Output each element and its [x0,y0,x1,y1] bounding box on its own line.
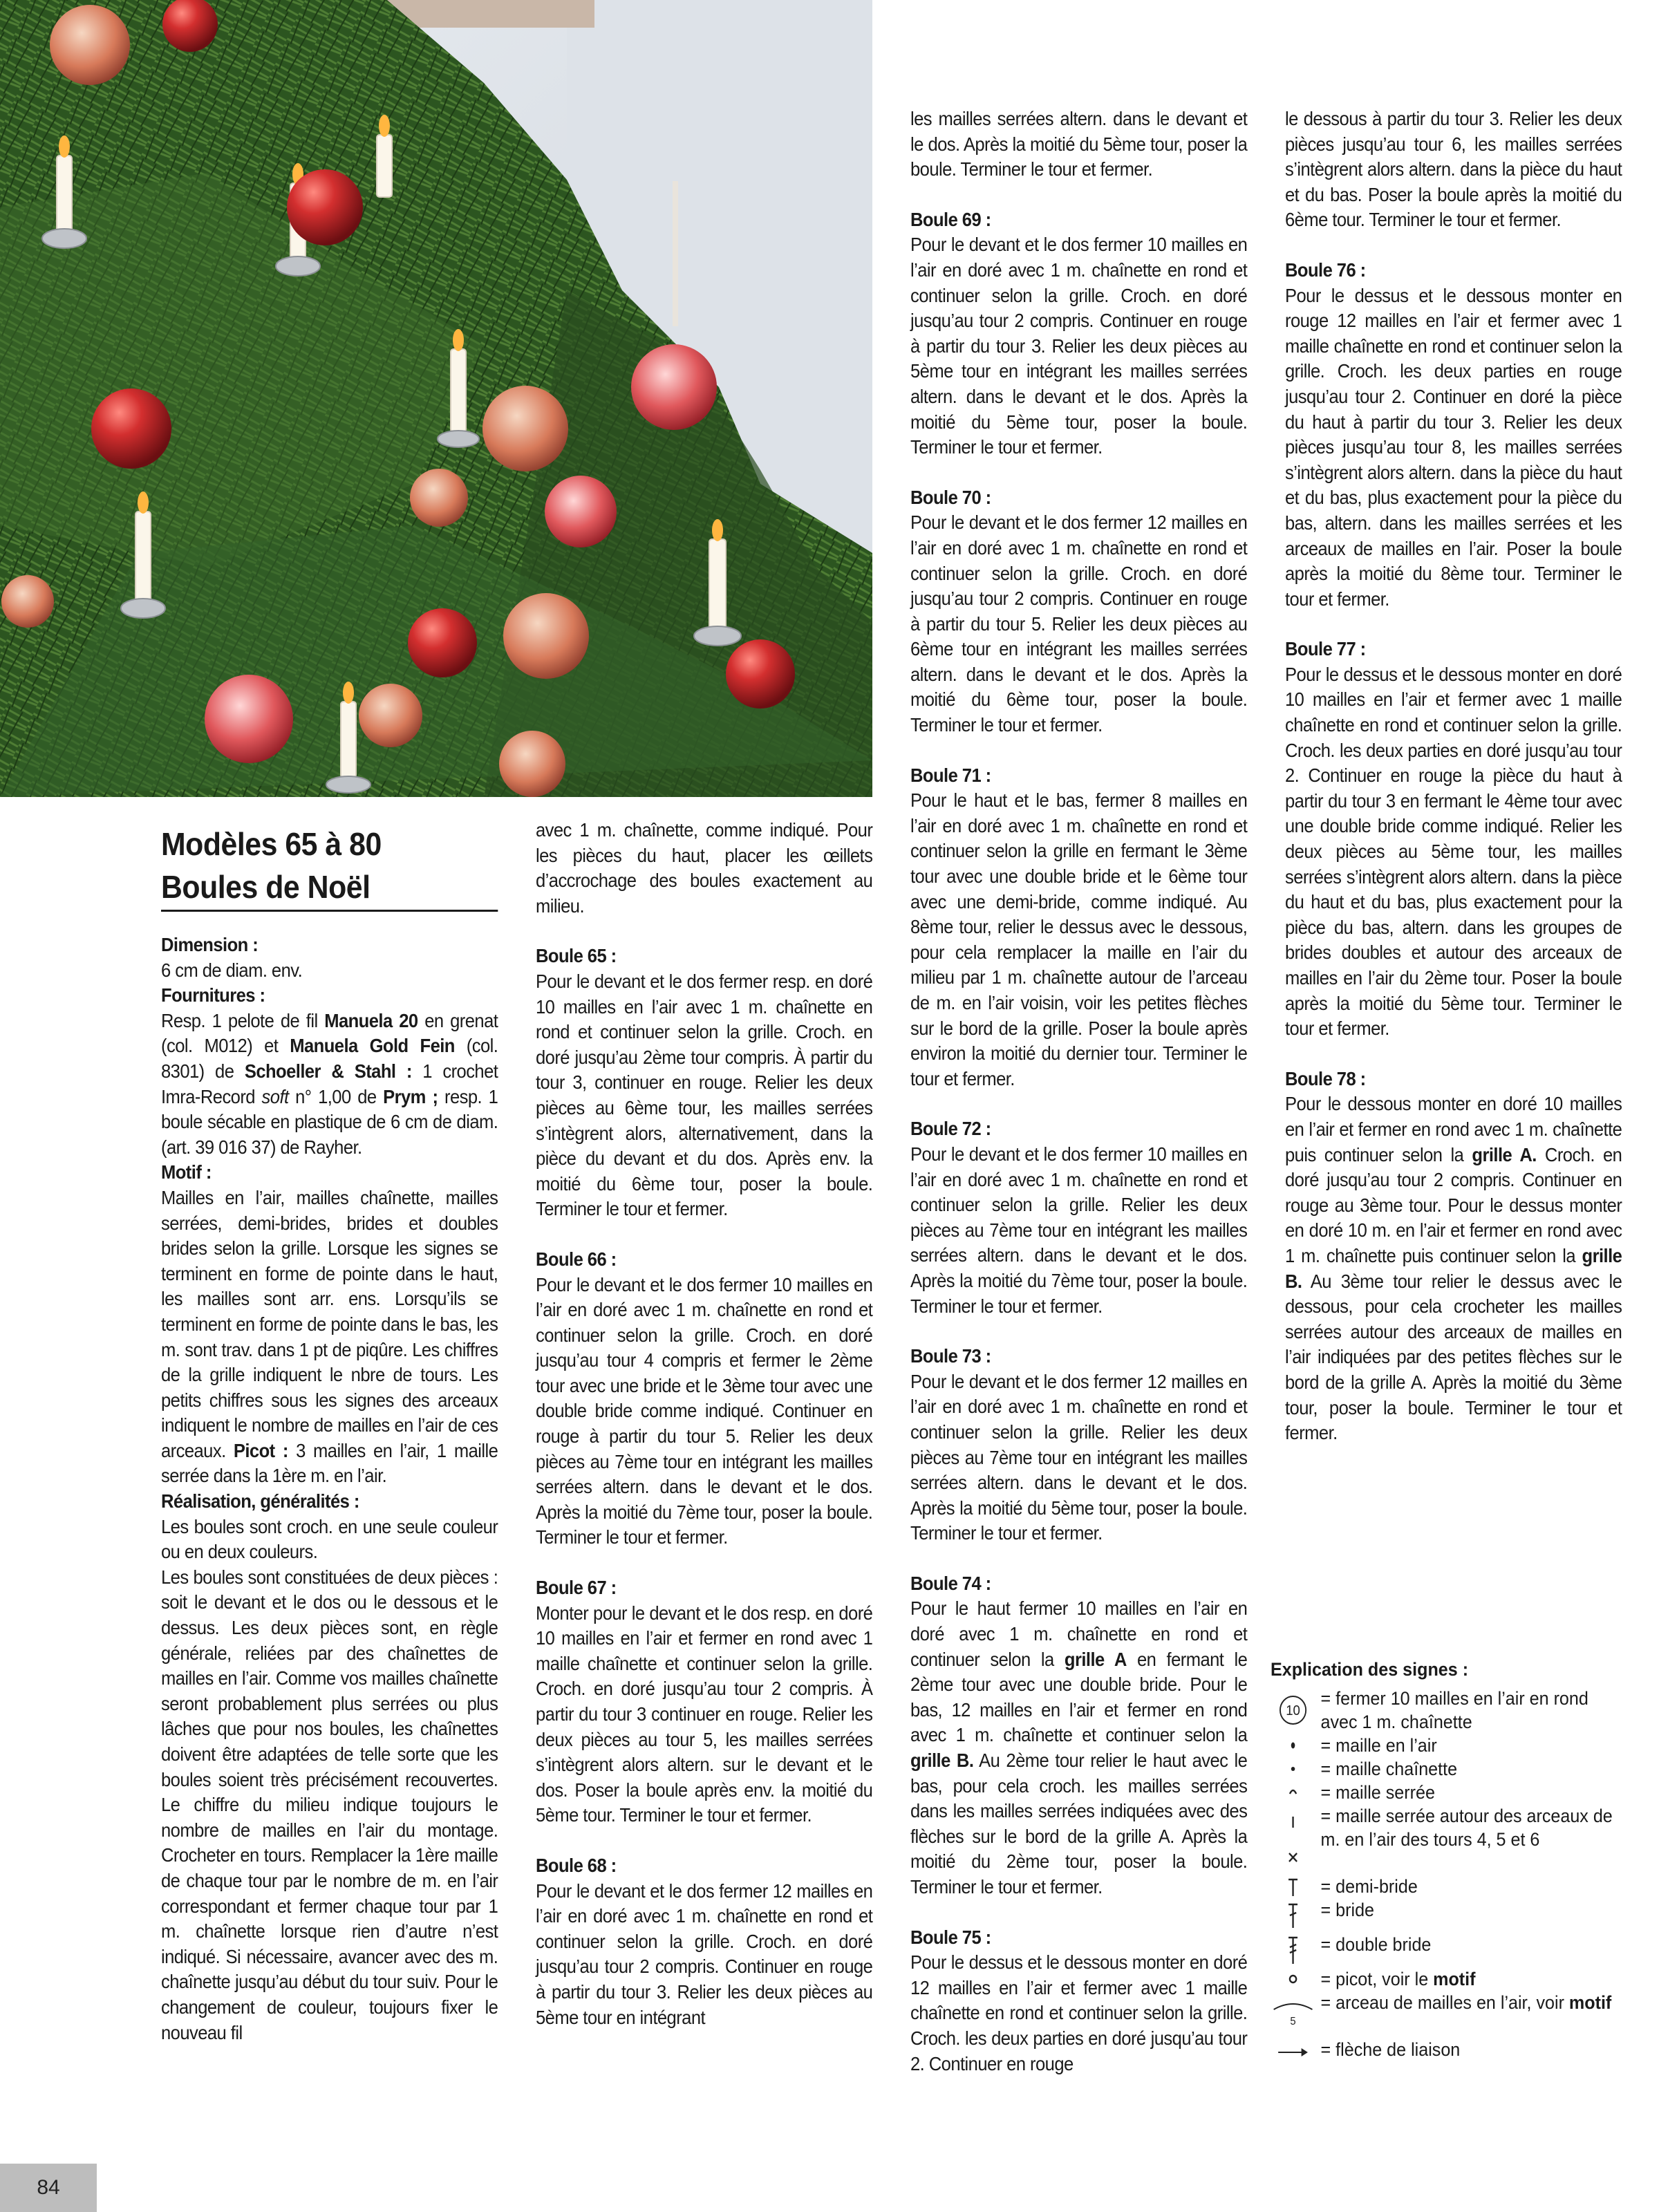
boule-78-grille-b: grille B. [1285,1244,1622,1292]
boule-68-heading: Boule 68 : [536,1854,617,1876]
boule-77-heading: Boule 77 : [1285,638,1366,660]
boule-77-text: Pour le dessus et le dessous monter en doré 10 mailles en l’air et fermer avec 1 maille chaînette en rond et continuer selon la grille. Croch. les deux parties en doré jusqu’au tour 2. Continuer en rouge la pièce du haut à partir du tour 3 en fermant le 4ème tour avec une double bride comme indiqué. Relier les deux pièces au 5ème tour, les mailles serrées s’intègrent alors altern. dans la pièce du haut et du bas, plus exactement pour la pièce du bas, altern. dans les groupes de brides doubles et autour des arceaux de mailles en l’air du 2ème tour. Poser la boule après la moitié du 5ème tour. Terminer le tour et fermer. [1285,663,1622,1040]
column-1 [161,823,498,2045]
realisation-text-1: Les boules sont croch. en une seule couleur ou en deux couleurs. [161,1515,498,1563]
fournitures-text-6: resp. 1 boule sécable en plastique de 6 cm de diam. (art. 39 016 37) de Rayher. [161,1085,498,1158]
boule-69-text: Pour le devant et le dos fermer 10 mailles en l’air en doré avec 1 m. chaînette en rond et continuer selon la grille. Croch. en doré jusqu’au tour 2 compris. Continuer en rouge à partir du tour 3. Relier les deux pièces au 5ème tour en intégrant les mailles serrées altern. dans le devant et le dos. Après la moitié du 5ème tour, poser la boule. Terminer le tour et fermer. [910,234,1248,458]
fournitures-text-2: en grenat (col. M012) et [161,1009,498,1057]
legend-row-picot [1271,1967,1618,1991]
legend-row-double [1271,1898,1618,1933]
boule-78-heading: Boule 78 : [1285,1067,1366,1089]
link-arrow-icon [1271,2038,1315,2061]
page-title [161,823,498,912]
boule-67-text: Monter pour le devant et le dos resp. en doré 10 mailles en l’air et fermer en rond avec 1 maille chaînette et continuer selon la grille. Croch. en doré jusqu’au tour 2 compris. À partir du tour 3 continuer en rouge. Relier les deux pièces au tour 5, les mailles serrées s’intègrent alors altern. sur le devant et le dos. Poser la boule après env. la moitié du 5ème tour. Terminer le tour et fermer. [536,1602,873,1826]
boule-74-heading: Boule 74 : [910,1572,991,1594]
realisation-text-2: Les boules sont constituées de deux pièces : soit le devant et le dos ou le dessous et le dessus. Les deux pièces sont, en règle générale, reliées par des chaînettes de mailles en l’air. Comme vos mailles chaînette seront probablement plus serrées ou plus lâches que pour nos boules, les chaînettes doivent être adaptées de telle sorte que les boules soient très précisément recouvertes. Le chiffre du milieu indique toujours le nombre de mailles en l’air du montage. Crocheter en tours. Remplacer la 1ère maille de chaque tour par le nombre de m. en l’air correspondant et fermer chaque tour par 1 m. chaînette lorsque rien d’autre n’est indiqué. Si nécessaire, avancer avec des m. chaînette jusqu’au début du tour suiv. Pour le changement de couleur, toujours fixer le nouveau fil [161,1566,498,2043]
column-3 [910,106,1247,2077]
legend-text-double: = bride [1320,1900,1375,1920]
boule-78-text [1285,1091,1622,1445]
chain-arc-icon [1271,1991,1315,2038]
motif-text [161,1185,498,1489]
legend-text-single: = maille serrée [1320,1782,1435,1803]
legend-row-ring [1271,1687,1618,1734]
legend-text-treble: = double bride [1320,1934,1432,1955]
motif-text-1: Mailles en l’air, mailles chaînette, mailles serrées, demi-brides, brides et doubles brides selon la grille. Lorsque les signes se terminent en forme de pointe dans le haut, les mailles sont arr. ens. Lorsqu’ils se terminent en forme de pointe dans le bas, les m. sont trav. dans 1 pt de piqûre. Les chiffres de la grille indiquent le nbre de tours. Les petits chiffres sous les signes des arceaux indiquent le nombre de mailles en l’air de ces arceaux. [161,1186,498,1461]
fournitures-text-1: Resp. 1 pelote de fil [161,1009,325,1031]
boule-66-text: Pour le devant et le dos fermer 10 mailles en l’air en doré avec 1 m. chaînette en rond et continuer selon la grille. Croch. en doré jusqu’au tour 4 compris et fermer le 2ème tour avec une bride et le 3ème tour avec une double bride comme indiqué. Continuer en rouge à partir du tour 5. Relier les deux pièces au 7ème tour en intégrant les mailles serrées altern. dans le devant et le dos. Après la moitié du 7ème tour, poser la boule. Terminer le tour et fermer. [536,1273,873,1548]
dimension-text: 6 cm de diam. env. [161,959,303,981]
col3-continuation: les mailles serrées altern. dans le devant et le dos. Après la moitié du 5ème tour, poser la boule. Terminer le tour et fermer. [910,108,1248,180]
arc-number: 5 [1290,2015,1296,2028]
christmas-tree-photo [0,0,872,797]
boule-74-grille-b: grille B. [910,1750,974,1772]
motif-text-2: 3 mailles en l’air, 1 maille serrée dans la 1ère m. en l’air. [161,1439,498,1487]
legend-text-picot-main: = picot, voir le [1320,1969,1434,1989]
fournitures-text-5: n° 1,00 de [288,1085,384,1107]
boule-74-text-3: Au 2ème tour relier le haut avec le bas, pour cela croch. les mailles serrées dans les mailles serrées indiquées avec des flèches sur le bord de la grille A. Après la moitié du 2ème tour, poser la boule. Terminer le tour et fermer. [910,1750,1248,1897]
boule-78-grille-a: grille A. [1472,1143,1537,1165]
legend-row-slip [1271,1757,1618,1781]
motif-heading: Motif : [161,1161,212,1183]
boule-78-text-3: Au 3ème tour relier le dessus avec le dessous, pour cela crocheter les mailles serrées autour des arceaux de mailles en l’air indiquées par des petites flèches sur le bord de la grille A. Après la moitié du 3ème tour, poser la boule. Terminer le tour et fermer. [1285,1270,1622,1444]
dimension-heading: Dimension : [161,934,259,955]
yarn-manuela-20: Manuela 20 [324,1009,418,1031]
boule-70-text: Pour le devant et le dos fermer 12 mailles en l’air en doré avec 1 m. chaînette en rond et continuer selon la grille. Croch. en doré jusqu’au tour 2 compris. Continuer en rouge à partir du tour 5. Relier les deux pièces au 6ème tour en intégrant les mailles serrées altern. dans le devant et le dos. Après la moitié du 6ème tour, poser la boule. Terminer le tour et fermer. [910,512,1248,736]
yarn-manuela-gold: Manuela Gold Fein [290,1035,455,1057]
fournitures-text [161,1009,498,1161]
boule-74-text [910,1596,1247,1900]
legend-text-chain-arc [1321,1991,1618,2014]
legend-row-chain-arc [1271,1991,1618,2038]
boule-76-heading: Boule 76 : [1285,259,1366,281]
legend-text-half-double: = demi-bride [1320,1876,1418,1897]
col4-continuation: le dessous à partir du tour 3. Relier les deux pièces jusqu’au tour 6, les mailles serrées s’intègrent alors altern. dans la pièce du haut et du bas. Poser la boule après la moitié du 6ème tour. Terminer le tour et fermer. [1285,108,1622,231]
page-number: 84 [0,2164,97,2212]
ring-10-icon [1271,1687,1315,1734]
legend-text-arrow: = flèche de liaison [1320,2039,1461,2060]
single-crochet-icon [1271,1781,1315,1804]
legend-text-chain-arc-bold: motif [1568,1992,1612,2013]
boule-71-text: Pour le haut et le bas, fermer 8 mailles en l’air en doré avec 1 m. chaînette en rond et continuer selon la grille en fermant le 3ème tour avec une double bride et le 6ème tour avec une demi-bride, comme indiqué. Au 8ème tour, relier le dessus avec le dessous, pour cela remplacer la maille en l’air du milieu par 1 m. chaînette autour de l’arceau de m. en l’air voisin, voir les petites flèches sur le bord de la grille. Poser la boule après environ la moitié du dernier tour. Terminer le tour et fermer. [910,789,1248,1089]
slip-stitch-icon [1271,1757,1315,1781]
col2-continuation: avec 1 m. chaînette, comme indiqué. Pour les pièces du haut, placer les œillets d’accrochage des boules exactement au milieu. [536,819,873,917]
legend-text-ring: = fermer 10 mailles en l’air en rond avec 1 m. chaînette [1320,1688,1588,1732]
legend-title: Explication des signes : [1271,1659,1469,1680]
fournitures-heading: Fournitures : [161,984,265,1006]
picot-label: Picot : [233,1439,288,1461]
legend-text-picot [1321,1967,1618,1991]
legend-row-chain [1271,1734,1618,1757]
double-crochet-icon [1271,1898,1315,1933]
boule-73-heading: Boule 73 : [910,1345,991,1367]
legend-row-single-arc [1271,1804,1618,1875]
symbol-legend [1271,1658,1618,2061]
realisation-heading: Réalisation, généralités : [161,1490,359,1512]
single-crochet-arc-icon [1271,1804,1315,1875]
column-2 [536,818,872,2030]
title-line-2: Boules de Noël [161,869,371,905]
boule-72-text: Pour le devant et le dos fermer 10 mailles en l’air en doré avec 1 m. chaînette en rond et continuer selon la grille. Relier les deux pièces au 7ème tour en intégrant les mailles serrées altern. dans le devant et le dos. Après la moitié du 7ème tour, poser la boule. Terminer le tour et fermer. [910,1143,1248,1317]
boule-73-text: Pour le devant et le dos fermer 12 mailles en l’air en doré avec 1 m. chaînette en rond et continuer selon la grille. Relier les deux pièces au 7ème tour en intégrant les mailles serrées altern. dans le devant et le dos. Après la moitié du 5ème tour, poser la boule. Terminer le tour et fermer. [910,1370,1248,1544]
legend-row-half-double [1271,1875,1618,1898]
christmas-tree-illustration [0,0,872,797]
boule-78-text-1: Pour le dessous monter en doré 10 mailles en l’air et fermer en rond avec 1 m. chaînette puis continuer selon la [1285,1093,1622,1165]
picot-icon [1271,1967,1315,1991]
legend-text-picot-bold: motif [1433,1969,1476,1989]
boule-71-heading: Boule 71 : [910,764,991,786]
boule-74-grille-a: grille A [1064,1648,1127,1670]
boule-78-text-2: Croch. en doré jusqu’au tour 2 compris. Continuer en rouge au 3ème tour. Pour le dessus monter en doré 10 m. en l’air et fermer en rond avec 1 m. chaînette puis continuer selon la [1285,1143,1622,1266]
legend-row-treble [1271,1933,1618,1967]
boule-75-text: Pour le dessus et le dessous monter en doré 12 mailles en l’air et fermer avec 1 maille chaînette en rond et continuer selon la grille. Croch. les deux parties en doré jusqu’au tour 2. Continuer en rouge [910,1951,1248,2074]
boule-74-text-2: en fermant le 2ème tour avec une double bride. Pour le bas, 12 mailles en l’air et fermer en rond avec 1 m. chaînette et continuer selon la [910,1648,1248,1746]
chain-stitch-icon [1271,1734,1315,1757]
boule-74-text-1: Pour le haut fermer 10 mailles en l’air en doré avec 1 m. chaînette en rond et continuer selon la [910,1597,1248,1670]
boule-67-heading: Boule 67 : [536,1577,617,1599]
fournitures-text-4: 1 crochet Imra-Record [161,1060,498,1107]
legend-text-slip: = maille chaînette [1320,1759,1458,1779]
ring-number: 10 [1286,1703,1300,1719]
boule-70-heading: Boule 70 : [910,486,991,508]
boule-68-text: Pour le devant et le dos fermer 12 mailles en l’air en doré avec 1 m. chaînette en rond et continuer selon la grille. Croch. en doré jusqu’au tour 2 compris. Continuer en rouge à partir du tour 3. Relier les deux pièces au 5ème tour en intégrant [536,1880,873,2028]
boule-65-text: Pour le devant et le dos fermer resp. en doré 10 mailles en l’air avec 1 m. chaînette en rond et continuer selon la grille. Croch. en doré jusqu’au 2ème tour compris. À partir du tour 3, continuer en rouge. Relier les deux pièces au 6ème tour, les mailles serrées s’intègrent alors, alternativement, dans la pièce du devant et du dos. Après env. la moitié du 6ème tour, poser la boule. Terminer le tour et fermer. [536,970,873,1220]
legend-text-chain: = maille en l’air [1320,1735,1437,1756]
boule-66-heading: Boule 66 : [536,1248,617,1270]
boule-75-heading: Boule 75 : [910,1926,991,1948]
brand-schoeller: Schoeller & Stahl : [244,1060,412,1082]
legend-text-single-arc: = maille serrée autour des arceaux de m. en l’air des tours 4, 5 et 6 [1320,1806,1613,1850]
fournitures-text-3: (col. 8301) de [161,1035,498,1082]
boule-76-text: Pour le dessus et le dessous monter en rouge 12 mailles en l’air et fermer avec 1 maille chaînette en rond et continuer selon la grille. Croch. les deux parties en rouge jusqu’au tour 2. Continuer en doré la pièce du haut à partir du tour 3. Relier les deux pièces jusqu’au tour 8, les mailles serrées s’intègrent alors altern. dans la pièce du haut et du bas, plus exactement pour la pièce du bas, altern. dans les mailles serrées et les arceaux de mailles en l’air. Poser la boule après la moitié du 8ème tour. Terminer le tour et fermer. [1285,284,1622,610]
title-line-1: Modèles 65 à 80 [161,826,382,862]
brand-prym: Prym ; [383,1085,438,1107]
hook-soft: soft [261,1085,289,1107]
legend-row-single [1271,1781,1618,1804]
half-double-icon [1271,1875,1315,1898]
legend-text-chain-arc-main: = arceau de mailles en l’air, voir [1320,1992,1569,2013]
boule-65-heading: Boule 65 : [536,945,617,967]
boule-69-heading: Boule 69 : [910,208,991,230]
treble-crochet-icon [1271,1933,1315,1967]
boule-72-heading: Boule 72 : [910,1118,991,1140]
column-4 [1285,106,1622,1446]
legend-row-arrow [1271,2038,1618,2061]
